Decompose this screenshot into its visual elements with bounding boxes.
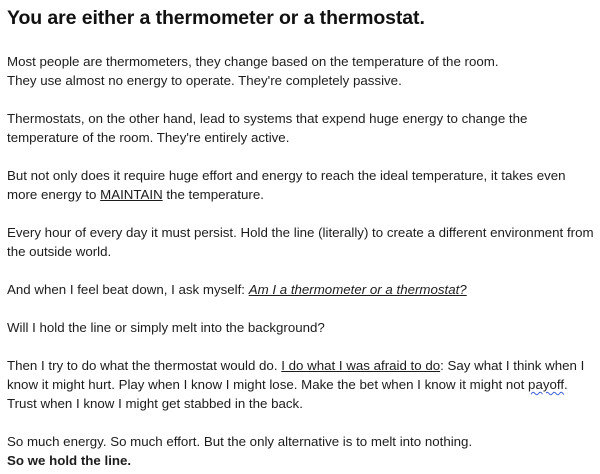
paragraph-text: the temperature. bbox=[162, 187, 264, 202]
paragraph-text: Then I try to do what the thermostat would do. bbox=[7, 358, 282, 373]
document-title: You are either a thermometer or a thermostat. bbox=[7, 7, 425, 29]
paragraph-text: And when I feel beat down, I ask myself: bbox=[7, 282, 249, 297]
paragraph-text: But not only does it require huge effort and energy to reach the ideal temperature, it takes even more energy to bbox=[7, 168, 566, 202]
paragraph-persist: Every hour of every day it must persist. Hold the line (literally) to create a different environment from the outside world. bbox=[7, 225, 594, 259]
paragraph-question bbox=[7, 280, 594, 299]
maintain-emphasis: MAINTAIN bbox=[100, 187, 163, 202]
paragraph-thermostats: Thermostats, on the other hand, lead to systems that expend huge energy to change the temperature of the room. They're entirely active. bbox=[7, 111, 528, 145]
paragraph-text: So much energy. So much effort. But the only alternative is to melt into nothing. bbox=[7, 434, 473, 449]
spellcheck-flagged-word[interactable]: payoff bbox=[528, 377, 565, 392]
paragraph-closing bbox=[7, 432, 594, 470]
paragraph-thermometers bbox=[7, 52, 594, 90]
paragraph-text: : Say what I think when I know it might hurt. Play when I know I might lose. Make the bet when I know it might not bbox=[7, 358, 585, 392]
paragraph-afraid bbox=[7, 356, 594, 413]
afraid-emphasis: I do what I was afraid to do bbox=[281, 358, 441, 373]
paragraph-hold-line: Will I hold the line or simply melt into the background? bbox=[7, 320, 325, 335]
paragraph-maintain bbox=[7, 166, 594, 204]
paragraph-text: Most people are thermometers, they change based on the temperature of the room. bbox=[7, 54, 499, 69]
thermometer-question: Am I a thermometer or a thermostat? bbox=[248, 282, 467, 297]
closing-statement: So we hold the line. bbox=[7, 453, 132, 468]
paragraph-text: . Trust when I know I might get stabbed in the back. bbox=[7, 377, 568, 411]
paragraph-text: They use almost no energy to operate. They're completely passive. bbox=[7, 73, 402, 88]
